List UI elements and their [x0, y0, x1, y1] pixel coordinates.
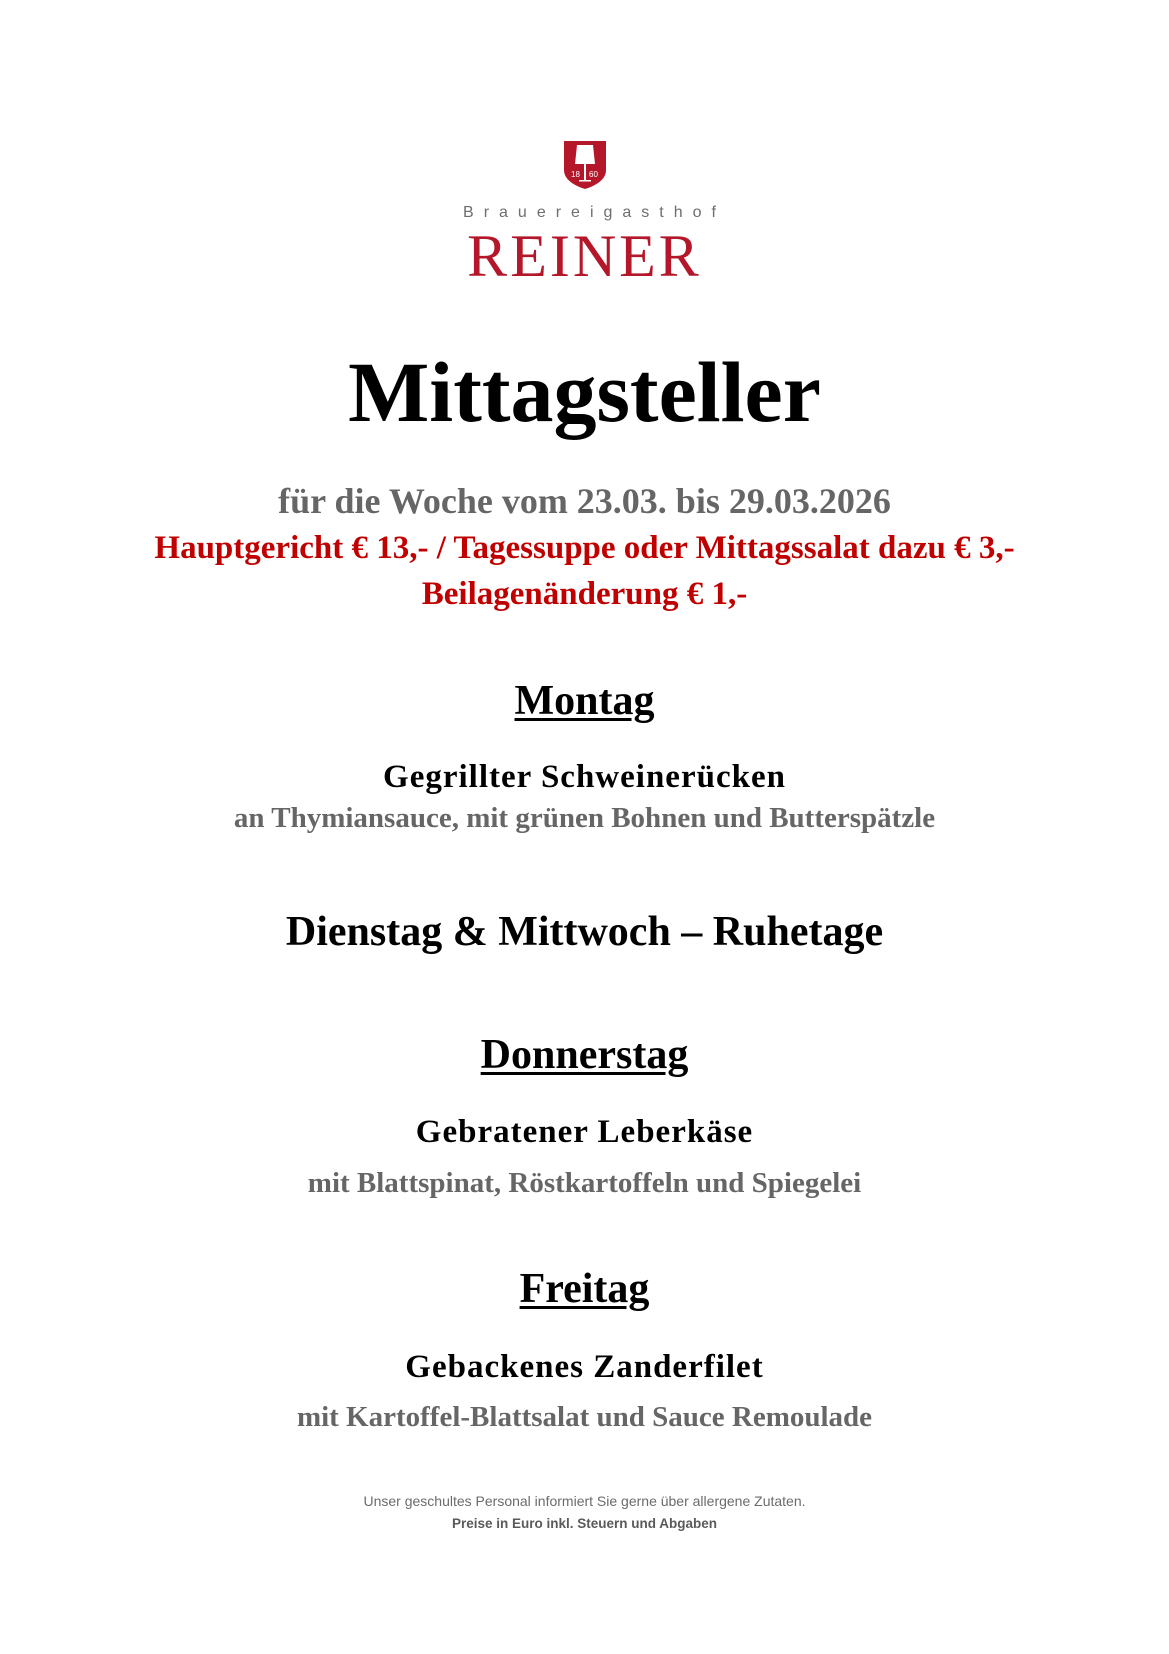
price-note: Preise in Euro inkl. Steuern und Abgaben	[451, 1516, 718, 1531]
closed-days-notice: Dienstag & Mittwoch – Ruhetage	[285, 909, 884, 955]
price-info-sides: Beilagenänderung € 1,-	[421, 576, 748, 612]
logo-subtitle: Brauereigasthof	[463, 204, 726, 221]
dish-name-thursday: Gebratener Leberkäse	[415, 1114, 754, 1150]
dish-description-monday: an Thymiansauce, mit grünen Bohnen und Butterspätzle	[233, 802, 936, 834]
day-heading-thursday: Donnerstag	[480, 1032, 689, 1078]
price-info-main: Hauptgericht € 13,- / Tagessuppe oder Mittagssalat dazu € 3,-	[154, 530, 1015, 566]
svg-text:60: 60	[589, 170, 598, 179]
svg-text:18: 18	[571, 170, 580, 179]
dish-description-thursday: mit Blattspinat, Röstkartoffeln und Spiegelei	[307, 1167, 862, 1199]
dish-name-monday: Gegrillter Schweinerücken	[383, 759, 786, 795]
week-range: für die Woche vom 23.03. bis 29.03.2026	[278, 481, 891, 521]
dish-description-friday: mit Kartoffel-Blattsalat und Sauce Remoulade	[296, 1401, 873, 1433]
day-heading-friday: Freitag	[519, 1266, 650, 1312]
allergen-note: Unser geschultes Personal informiert Sie gerne über allergene Zutaten.	[363, 1493, 806, 1509]
day-heading-monday: Montag	[514, 678, 655, 724]
logo-name: REINER	[467, 223, 702, 289]
shield-lamp-icon	[563, 140, 607, 190]
page-title: Mittagsteller	[348, 344, 821, 440]
dish-name-friday: Gebackenes Zanderfilet	[405, 1349, 764, 1385]
